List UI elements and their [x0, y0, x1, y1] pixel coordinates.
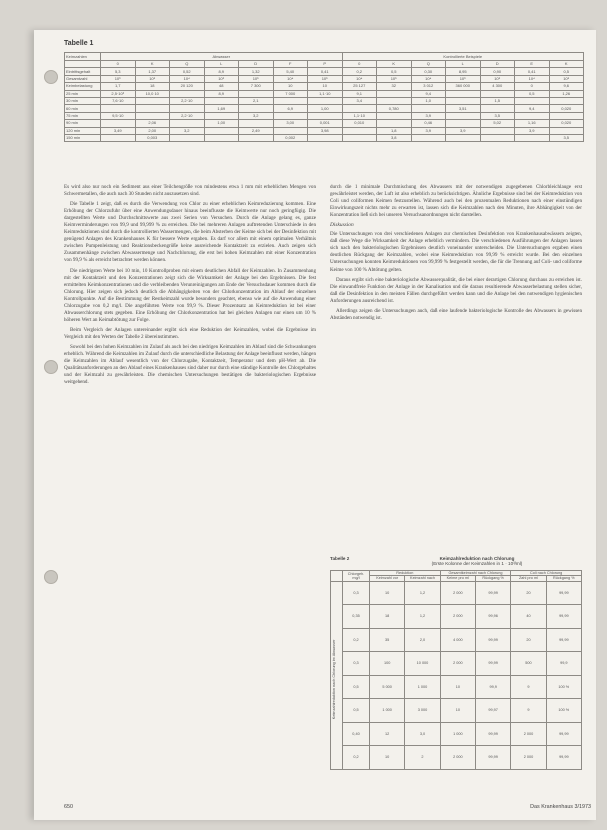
table1-cell: 3,9 — [515, 127, 550, 134]
table1-col-label: E — [515, 61, 550, 68]
table-1 — [64, 52, 584, 142]
table1-cell — [308, 97, 343, 104]
table1-cell: 360 000 — [446, 83, 481, 90]
table2-cell: 99,99 — [475, 746, 510, 770]
table1-cell: 5,40 — [273, 68, 308, 75]
table1-cell — [411, 105, 446, 112]
table2-cell: 2 — [405, 746, 440, 770]
table1-col-label: Q — [411, 61, 446, 68]
table1-cell: 3,9 — [446, 127, 481, 134]
table1-cell — [342, 134, 377, 141]
table1-cell: 1,26 — [549, 90, 584, 97]
table2-head-rueckgang-coli: Rückgang % — [546, 576, 581, 581]
table1-cell — [446, 90, 481, 97]
table1-cell: 18 — [135, 83, 170, 90]
table1-cell — [273, 112, 308, 119]
table2-cell: 4 000 — [440, 628, 475, 652]
table1-cell: 10 — [273, 83, 308, 90]
table-row — [331, 605, 582, 629]
table1-row-label: 150 min — [65, 134, 101, 141]
table1-cell: 2,2·10 — [170, 112, 205, 119]
table2-cell: 0,40 — [343, 722, 370, 746]
table1-cell — [273, 127, 308, 134]
binder-hole — [44, 570, 58, 584]
table1-cell — [549, 112, 584, 119]
table2-head-vor: Keimzahl vor — [370, 576, 405, 581]
table2-cell: 0,35 — [343, 605, 370, 629]
table-row — [331, 628, 582, 652]
table1-cell — [204, 112, 239, 119]
paragraph: Die Untersuchungen von drei verschiedenen Anlagen zur chemischen Desinfektion von Krankenhausabwässern zeigten, daß diese Wege die Wirksamkeit der Anlage erheblich vermindern. Die verschiedenen Ausführungen der Anlagen lassen sich nach den bakteriologischen Ergebnissen deutlich voneinander unterscheiden. Die Untersuchungen ergaben einen deutlichen Rückgang der Keimzahlen, wobei eine Keimreduktion von 99,99 % erreicht wurde. Bei den einzelnen Untersuchungen konnten Keimreduktionen von 99,999 % festgestellt werden, die für die Trennung auf Coli- und coliforme Keime von 100 % Abtötung gelten. — [330, 231, 582, 273]
table2-cell: 20 — [511, 628, 546, 652]
table1-cell: 0,780 — [377, 105, 412, 112]
table1-col-label: D — [239, 61, 274, 68]
table1-cell: 3,2 — [239, 112, 274, 119]
paragraph: Die niedrigsten Werte bei 10 min, 10 Kontrollproben mit einem deutlichen Abfall der Keimzahlen. In Zusammenhang mit der Kontaktzeit und den Konzentrationen zeigt sich die Wirksamkeit der Anlage bei den Ergebnissen. Die fest ermittelten Keimkonzentrationen und die verbleibenden Verunreinigungen am Ende der Versuchsdauer kommen durch die Chlorung. Hier zeigen sich jedoch deutlich die Abhängigkeiten von der Chlorkonzentration im Ablauf der einzelnen Kontrollpunkte. Auf die Bestimmung der Restkeimzahl wurde besonders geachtet, ebenso wie auf die Anwendung einer Chlorzugabe von 0,2 mg/l. Die angeführten Werte von 99,9 %. Dieser Prozentsatz an Keimreduktion ist bei einer Abwasserchlorung stets gegeben. Eine Erhöhung der Chlorkonzentration hat bei gleichen Anlagen nur einen um 10 % höheren Wert an Keimabtötung zur Folge. — [64, 267, 316, 323]
table1-cell — [239, 120, 274, 127]
table1-col-label: 0 — [342, 61, 377, 68]
table2-side-label-cell — [331, 581, 343, 769]
table2-cell: 100 % — [546, 699, 581, 723]
table2-cell: 3,0 — [405, 722, 440, 746]
table1-cell: 5,02 — [480, 120, 515, 127]
table1-cell: 8,95 — [446, 68, 481, 75]
table1-cell: 1,7 — [101, 83, 136, 90]
table1-cell: 9,6 — [549, 83, 584, 90]
table1-cell — [204, 127, 239, 134]
table1-cell: 0,003 — [135, 134, 170, 141]
table2-cell: 99,99 — [475, 722, 510, 746]
table2-group-gesamt: Gesamtkeimzahl nach Chlorung — [440, 571, 511, 576]
table1-cell — [170, 90, 205, 97]
table1-cell: 10⁵ — [549, 75, 584, 82]
table1-cell: 10⁵ — [377, 75, 412, 82]
table1-col-label: L — [204, 61, 239, 68]
table1-cell: 0,010 — [342, 120, 377, 127]
table2-cell: 10 — [370, 746, 405, 770]
text-column-left — [64, 184, 316, 774]
table1-cell: 3,5 — [480, 112, 515, 119]
table1-cell: 0,41 — [515, 68, 550, 75]
table2-cell: 3 000 — [405, 699, 440, 723]
table2-cell: 10 — [370, 581, 405, 605]
table1-cell: 3,51 — [446, 105, 481, 112]
table1-cell: 3,8 — [377, 134, 412, 141]
table1-col-label: 0 — [101, 61, 136, 68]
table1-group-abwasser: Abwasser — [101, 53, 343, 61]
table1-group-kontroll: Kontrollierte Beispiele — [342, 53, 584, 61]
table1-cell: 10⁴ — [515, 75, 550, 82]
table2-cell: 1 000 — [440, 722, 475, 746]
table2-cell: 0,5 — [343, 699, 370, 723]
paragraph: Allerdings zeigen die Untersuchungen auch, daß eine laufende bakteriologische Kontrolle des Abwassers in gewissen Abständen notwendig ist. — [330, 307, 582, 321]
paragraph: Die Tabelle 1 zeigt, daß es durch die Verwendung von Chlor zu einer erheblichen Keimreduzierung kommen. Eine Erhöhung der Chlorzufuhr über eine Anwendungsdauer hinaus beeinflusste die Keimwerte nur noch geringfügig. Die dargestellten Werte und Durchschnittswerte aus zwei Serien von Versuchen. Durch die Anlage gelang es, ganze Keimverminderungen von 99,9 und 99,999 % zu erreichen. Die bei mehreren Anlagen auftretenden Unterschiede in den Keimreduktionen sind durch die kontrollierten Wassermengen, die beim Absterben der Keime sich bei der Desinfektion mit genügend Anlagen des Krankenhauses K für bessere Werte ergaben. Es darf vor allem mit einem optimalen Verhältnis zwischen Pumpenleistung und Reaktionsbeckengröße keine ausreichende Kontaktzeit zu erzielen. Auch zeigen sich Zusammenhänge zwischen Abwassermenge und Nachchlorung, die erst bei hohen Keimzahlen mit einer Konzentration von 99,9 % als erreicht betrachtet werden können. — [64, 201, 316, 264]
table-row — [65, 83, 584, 90]
table1-cell: 1,00 — [204, 120, 239, 127]
table2-cell: 0,3 — [343, 581, 370, 605]
table1-cell — [308, 134, 343, 141]
table1-cell: 2,5·10³ — [101, 90, 136, 97]
table1-cell: 0,5 — [377, 68, 412, 75]
table1-col-label: D — [480, 61, 515, 68]
table1-cell: 1,1·10 — [308, 90, 343, 97]
table1-cell: 2,49 — [239, 127, 274, 134]
table2-head-zahl: Zahl pro ml — [511, 576, 546, 581]
table1-cell: 3,49 — [101, 127, 136, 134]
table1-cell — [204, 134, 239, 141]
table1-cell: 1,8 — [377, 127, 412, 134]
table-2 — [330, 570, 582, 770]
table1-cell: 20 120 — [170, 83, 205, 90]
table2-cell: 2 000 — [440, 746, 475, 770]
table1-cell — [446, 134, 481, 141]
table1-cell: 7 300 — [239, 83, 274, 90]
table2-cell: 100 — [370, 652, 405, 676]
table1-cell: 3,00 — [273, 120, 308, 127]
table1-col-label: K — [549, 61, 584, 68]
table1-cell — [480, 127, 515, 134]
table2-cell: 99,99 — [546, 581, 581, 605]
table2-cell: 2 000 — [440, 652, 475, 676]
table1-cell: 9,1 — [342, 90, 377, 97]
table2-head-keime: Keime pro ml — [440, 576, 475, 581]
table2-cell: 2 000 — [440, 605, 475, 629]
table2-head-rueckgang: Rückgang % — [475, 576, 510, 581]
table1-cell: 0,5 — [515, 90, 550, 97]
binder-hole — [44, 70, 58, 84]
table-row — [65, 97, 584, 104]
table1-col-label: L — [446, 61, 481, 68]
table-row — [331, 652, 582, 676]
table-row — [331, 746, 582, 770]
table2-cell: 100 % — [546, 675, 581, 699]
table2-head-nach: Keimzahl nach — [405, 576, 440, 581]
table1-col-label: K — [135, 61, 170, 68]
paragraph: Beim Vergleich der Anlagen untereinander ergibt sich eine Reduktion der Keimzahlen, wobei die Ergebnisse im Vergleich mit den Werten der Tabelle 2 übereinstimmen. — [64, 326, 316, 340]
table1-cell: 10⁶ — [446, 75, 481, 82]
table-row — [65, 134, 584, 141]
table1-cell — [515, 112, 550, 119]
table1-row-label: 90 min — [65, 120, 101, 127]
table-row — [65, 90, 584, 97]
table2-cell: 500 — [511, 652, 546, 676]
table2-cell: 99,97 — [475, 699, 510, 723]
table1-cell: 9,4 — [515, 105, 550, 112]
table1-cell: 3,2 — [170, 127, 205, 134]
table1-cell — [135, 105, 170, 112]
table-row — [65, 68, 584, 75]
table1-row-label: 25 min — [65, 90, 101, 97]
table1-cell: 1,69 — [204, 105, 239, 112]
table1-cell — [480, 134, 515, 141]
table2-cell: 0,2 — [343, 628, 370, 652]
table2-cell: 2 000 — [511, 746, 546, 770]
table2-cell: 99,9 — [546, 652, 581, 676]
table1-cell: 10⁶ — [204, 75, 239, 82]
table2-cell: 1 000 — [370, 699, 405, 723]
table1-cell — [170, 134, 205, 141]
table2-group-reduktion: Reduktion — [370, 571, 441, 576]
table-row — [331, 722, 582, 746]
table1-cell — [239, 134, 274, 141]
table1-cell — [170, 105, 205, 112]
table2-cell: 1,2 — [405, 605, 440, 629]
table2-title — [330, 556, 582, 566]
table1-cell: 8,9 — [204, 90, 239, 97]
table2-cell: 99,99 — [475, 628, 510, 652]
table1-col-labels — [65, 61, 584, 68]
table-row — [65, 127, 584, 134]
table1-cell: 0,30 — [411, 68, 446, 75]
table2-caption — [402, 556, 552, 566]
table1-cell: 2,00 — [135, 127, 170, 134]
table2-cell: 10 000 — [405, 652, 440, 676]
table1-cell — [342, 127, 377, 134]
table1-row-label: Gesamtzahl — [65, 75, 101, 82]
table1-row-label: Eintrittsgehalt — [65, 68, 101, 75]
table2-cell: 9 — [511, 699, 546, 723]
table-row — [331, 699, 582, 723]
table1-cell: 2,2·10 — [170, 97, 205, 104]
table1-cell — [204, 97, 239, 104]
table2-cell: 99,99 — [546, 628, 581, 652]
table1-row-label: 30 min — [65, 97, 101, 104]
table1-cell: 32 — [377, 83, 412, 90]
table2-cell: 35 — [370, 628, 405, 652]
table1-cell: 0,41 — [308, 68, 343, 75]
table1-cell: 9,4 — [411, 90, 446, 97]
table1-cell — [308, 112, 343, 119]
section-heading: Diskussion — [330, 222, 354, 229]
table2-side-head — [331, 571, 343, 582]
table1-cell: 2,1 — [239, 97, 274, 104]
table1-cell: 6,9 — [273, 105, 308, 112]
table1-cell: 3,4 — [342, 97, 377, 104]
table1-cell — [377, 97, 412, 104]
table2-cell: 99,99 — [475, 581, 510, 605]
table1-cell — [549, 127, 584, 134]
table1-cell — [446, 112, 481, 119]
table1-cell: 0,020 — [549, 120, 584, 127]
table-row — [331, 675, 582, 699]
table1-row-label: 120 min — [65, 127, 101, 134]
table1-cell — [377, 112, 412, 119]
table2-cell: 99,96 — [475, 605, 510, 629]
table2-cell: 10 — [440, 675, 475, 699]
table-row — [65, 120, 584, 127]
table1-row-label: 75 min — [65, 112, 101, 119]
table1-cell — [101, 105, 136, 112]
table1-cell — [101, 134, 136, 141]
table1-cell: 10⁴ — [273, 75, 308, 82]
table1-cell: 3 012 — [411, 83, 446, 90]
table2-caption-title: Keimzahlreduktion nach Chlorung — [439, 556, 515, 561]
table1-cell: 10⁵ — [135, 75, 170, 82]
table1-title: Tabelle 1 — [64, 40, 94, 47]
table1-cell — [101, 120, 136, 127]
table1-cell — [135, 97, 170, 104]
table-row — [65, 75, 584, 82]
table1-cell — [515, 134, 550, 141]
table2-cell: 99,99 — [546, 605, 581, 629]
table1-row-label: 60 min — [65, 105, 101, 112]
table1-cell — [480, 90, 515, 97]
table1-cell: 8,9 — [204, 68, 239, 75]
table1-cell — [342, 105, 377, 112]
table1-cell: 25 127 — [342, 83, 377, 90]
table1-cell — [377, 120, 412, 127]
table1-cell: 3,9 — [411, 112, 446, 119]
table-row — [65, 112, 584, 119]
table2-cell: 20 — [511, 581, 546, 605]
table2-cell: 99,99 — [546, 722, 581, 746]
table2-cell: 2,0 — [405, 628, 440, 652]
table1-cell: 10⁵ — [308, 75, 343, 82]
table1-cell — [411, 134, 446, 141]
table1-cell: 0 — [515, 83, 550, 90]
page-number: 650 — [64, 804, 73, 810]
table1-cell: 0,002 — [273, 134, 308, 141]
table1-cell: 0,52 — [170, 68, 205, 75]
table1-col-label: K — [377, 61, 412, 68]
table2-cell: 5 000 — [370, 675, 405, 699]
paragraph: durch die 1 minimale Durchmischung des Abwassers mit der notwendigen zugegebenen Chlorbleichlauge erst gewährleistet werden, der Luft ist also erheblich zu berücksichtigen. Ähnliche Ergebnisse sind bei der Keimreduktion von Coli und coliformen Keimen festzustellen. Während auch bei den prozentualen Reduktionen nach einer einstündigen Einwirkungszeit nichts mehr zu erwarten ist, lassen sich die Keimzahlen nach den Minuten, ihre Abhängigkeit von der Konzentration ließ sich bei unseren Versuchsanordnungen nicht darstellen. — [330, 184, 582, 219]
table1-cell: 10,0 10 — [135, 90, 170, 97]
table1-cell: 2,06 — [135, 120, 170, 127]
table1-cell: 10⁵ — [480, 75, 515, 82]
table2-label: Tabelle 2 — [330, 556, 350, 561]
table2-cell: 0,2 — [343, 746, 370, 770]
table2-cell: 2 000 — [440, 581, 475, 605]
binder-hole — [44, 360, 58, 374]
table1-cell: 5,3 — [101, 68, 136, 75]
table1-cell — [515, 97, 550, 104]
table1-cell — [239, 90, 274, 97]
table1-cell: 7 000 — [273, 90, 308, 97]
table1-cell — [480, 105, 515, 112]
table1-cell: 1,32 — [239, 68, 274, 75]
table2-cell: 1 000 — [405, 675, 440, 699]
table1-cell: 3,9 — [411, 127, 446, 134]
table1-cell: 0,020 — [549, 105, 584, 112]
table1-cell: 1,5 — [480, 97, 515, 104]
table1-cell: 0,46 — [411, 120, 446, 127]
table1-cell — [549, 97, 584, 104]
table1-cell: 0,5 — [549, 68, 584, 75]
table2-head-chlor: Chlorgeh. mg/l — [343, 571, 370, 582]
table2-cell: 99,99 — [475, 652, 510, 676]
table-row — [65, 105, 584, 112]
table1-cell: 1,0 — [411, 97, 446, 104]
table1-corner: Keimzahlen — [65, 53, 101, 61]
table1-col-label: F — [273, 61, 308, 68]
table1-cell: 10⁶ — [101, 75, 136, 82]
table1-cell: 0,90 — [480, 68, 515, 75]
journal-footer: Das Krankenhaus 3/1973 — [530, 804, 591, 810]
table1-cell: 9,5·10 — [101, 112, 136, 119]
table1-cell: 10⁵ — [239, 75, 274, 82]
table2-cell: 99,99 — [546, 746, 581, 770]
paragraph: Sowohl bei den hohen Keimzahlen im Zulauf als auch bei den niedrigen Keimzahlen im Ablauf sind die Schwankungen erheblich. Während die Keimzahlen im Zulauf durch die unterschiedliche Belastung der Anlage beeinflusst werden, hängen die Keimzahlen im Ablauf wesentlich von der Chlorzugabe, Kontaktzeit, Temperatur und dem pH-Wert ab. Die Qualitätsanforderungen an den Ablauf eines Krankenhauses sind daher nur durch eine ständige Kontrolle des Chlorgehaltes und der Keimzahl zu gewährleisten. Die chemischen Untersuchungen bestätigen die bakteriologischen Ergebnisse weitgehend. — [64, 343, 316, 386]
table1-cell — [135, 112, 170, 119]
table1-cell: 7,6·10 — [101, 97, 136, 104]
table2-cell: 0,5 — [343, 675, 370, 699]
table2-cell: 10 — [440, 699, 475, 723]
table1-cell — [446, 97, 481, 104]
table1-cell — [273, 97, 308, 104]
table2-cell: 12 — [370, 722, 405, 746]
table1-col-label: P — [308, 61, 343, 68]
table1-cell: 3,5 — [549, 134, 584, 141]
paragraph: Daraus ergibt sich eine bakteriologische Abwasserqualität, die bei einer derartigen Chlorung durchaus zu erreichen ist. Die einwandfreie Funktion der Anlage in der Kanalisation und die daraus resultierende Abwasserbelastung stellen sicher, daß die Desinfektion in den meisten Fällen durchgeführt werden kann und die Anlage bei den notwendigen hygienischen Anforderungen ausreichend ist. — [330, 276, 582, 304]
table1-cell: 1,37 — [135, 68, 170, 75]
table1-cell: 0,001 — [308, 120, 343, 127]
table2-side-label: Keimzahlreduktion nach Chlorung im Abwasser — [332, 640, 336, 720]
table1-cell — [239, 105, 274, 112]
table1-cell — [170, 120, 205, 127]
table1-cell: 10 — [308, 83, 343, 90]
table2-cell: 2 000 — [511, 722, 546, 746]
paragraph: Es wird also nur noch ein Sediment aus einer Teilchengröße von mindestens etwa 1 mm mit erheblichen Mengen von Schwermetallen, die auch nach 30 Stunden nicht auszusetzen sind. — [64, 184, 316, 198]
table1-cell — [377, 90, 412, 97]
table2-group-coli: Coli nach Chlorung — [511, 571, 582, 576]
table1-cell — [446, 120, 481, 127]
table2-cell: 18 — [370, 605, 405, 629]
table1-cell: 1,00 — [308, 105, 343, 112]
table1-row-label: Keimbelastung — [65, 83, 101, 90]
table2-cell: 40 — [511, 605, 546, 629]
table1-cell: 48 — [204, 83, 239, 90]
table1-cell: 10⁴ — [411, 75, 446, 82]
table-row — [331, 581, 582, 605]
table1-cell: 1,1·10 — [342, 112, 377, 119]
text-column-right — [330, 184, 582, 556]
table1-col-label: Q — [170, 61, 205, 68]
table1-cell: 0,2 — [342, 68, 377, 75]
table2-caption-sub: (Erste Kolonne der Keimzahlen in 1 · 10³/ml) — [431, 561, 523, 566]
table1-cell: 3,98 — [308, 127, 343, 134]
table1-cell: 10⁴ — [342, 75, 377, 82]
table2-cell: 0,3 — [343, 652, 370, 676]
table2-cell: 99,9 — [475, 675, 510, 699]
table2-cell: 1,2 — [405, 581, 440, 605]
table1-cell: 10⁴ — [170, 75, 205, 82]
table2-cell: 9 — [511, 675, 546, 699]
table1-cell: 1,16 — [515, 120, 550, 127]
table1-cell: 4 300 — [480, 83, 515, 90]
